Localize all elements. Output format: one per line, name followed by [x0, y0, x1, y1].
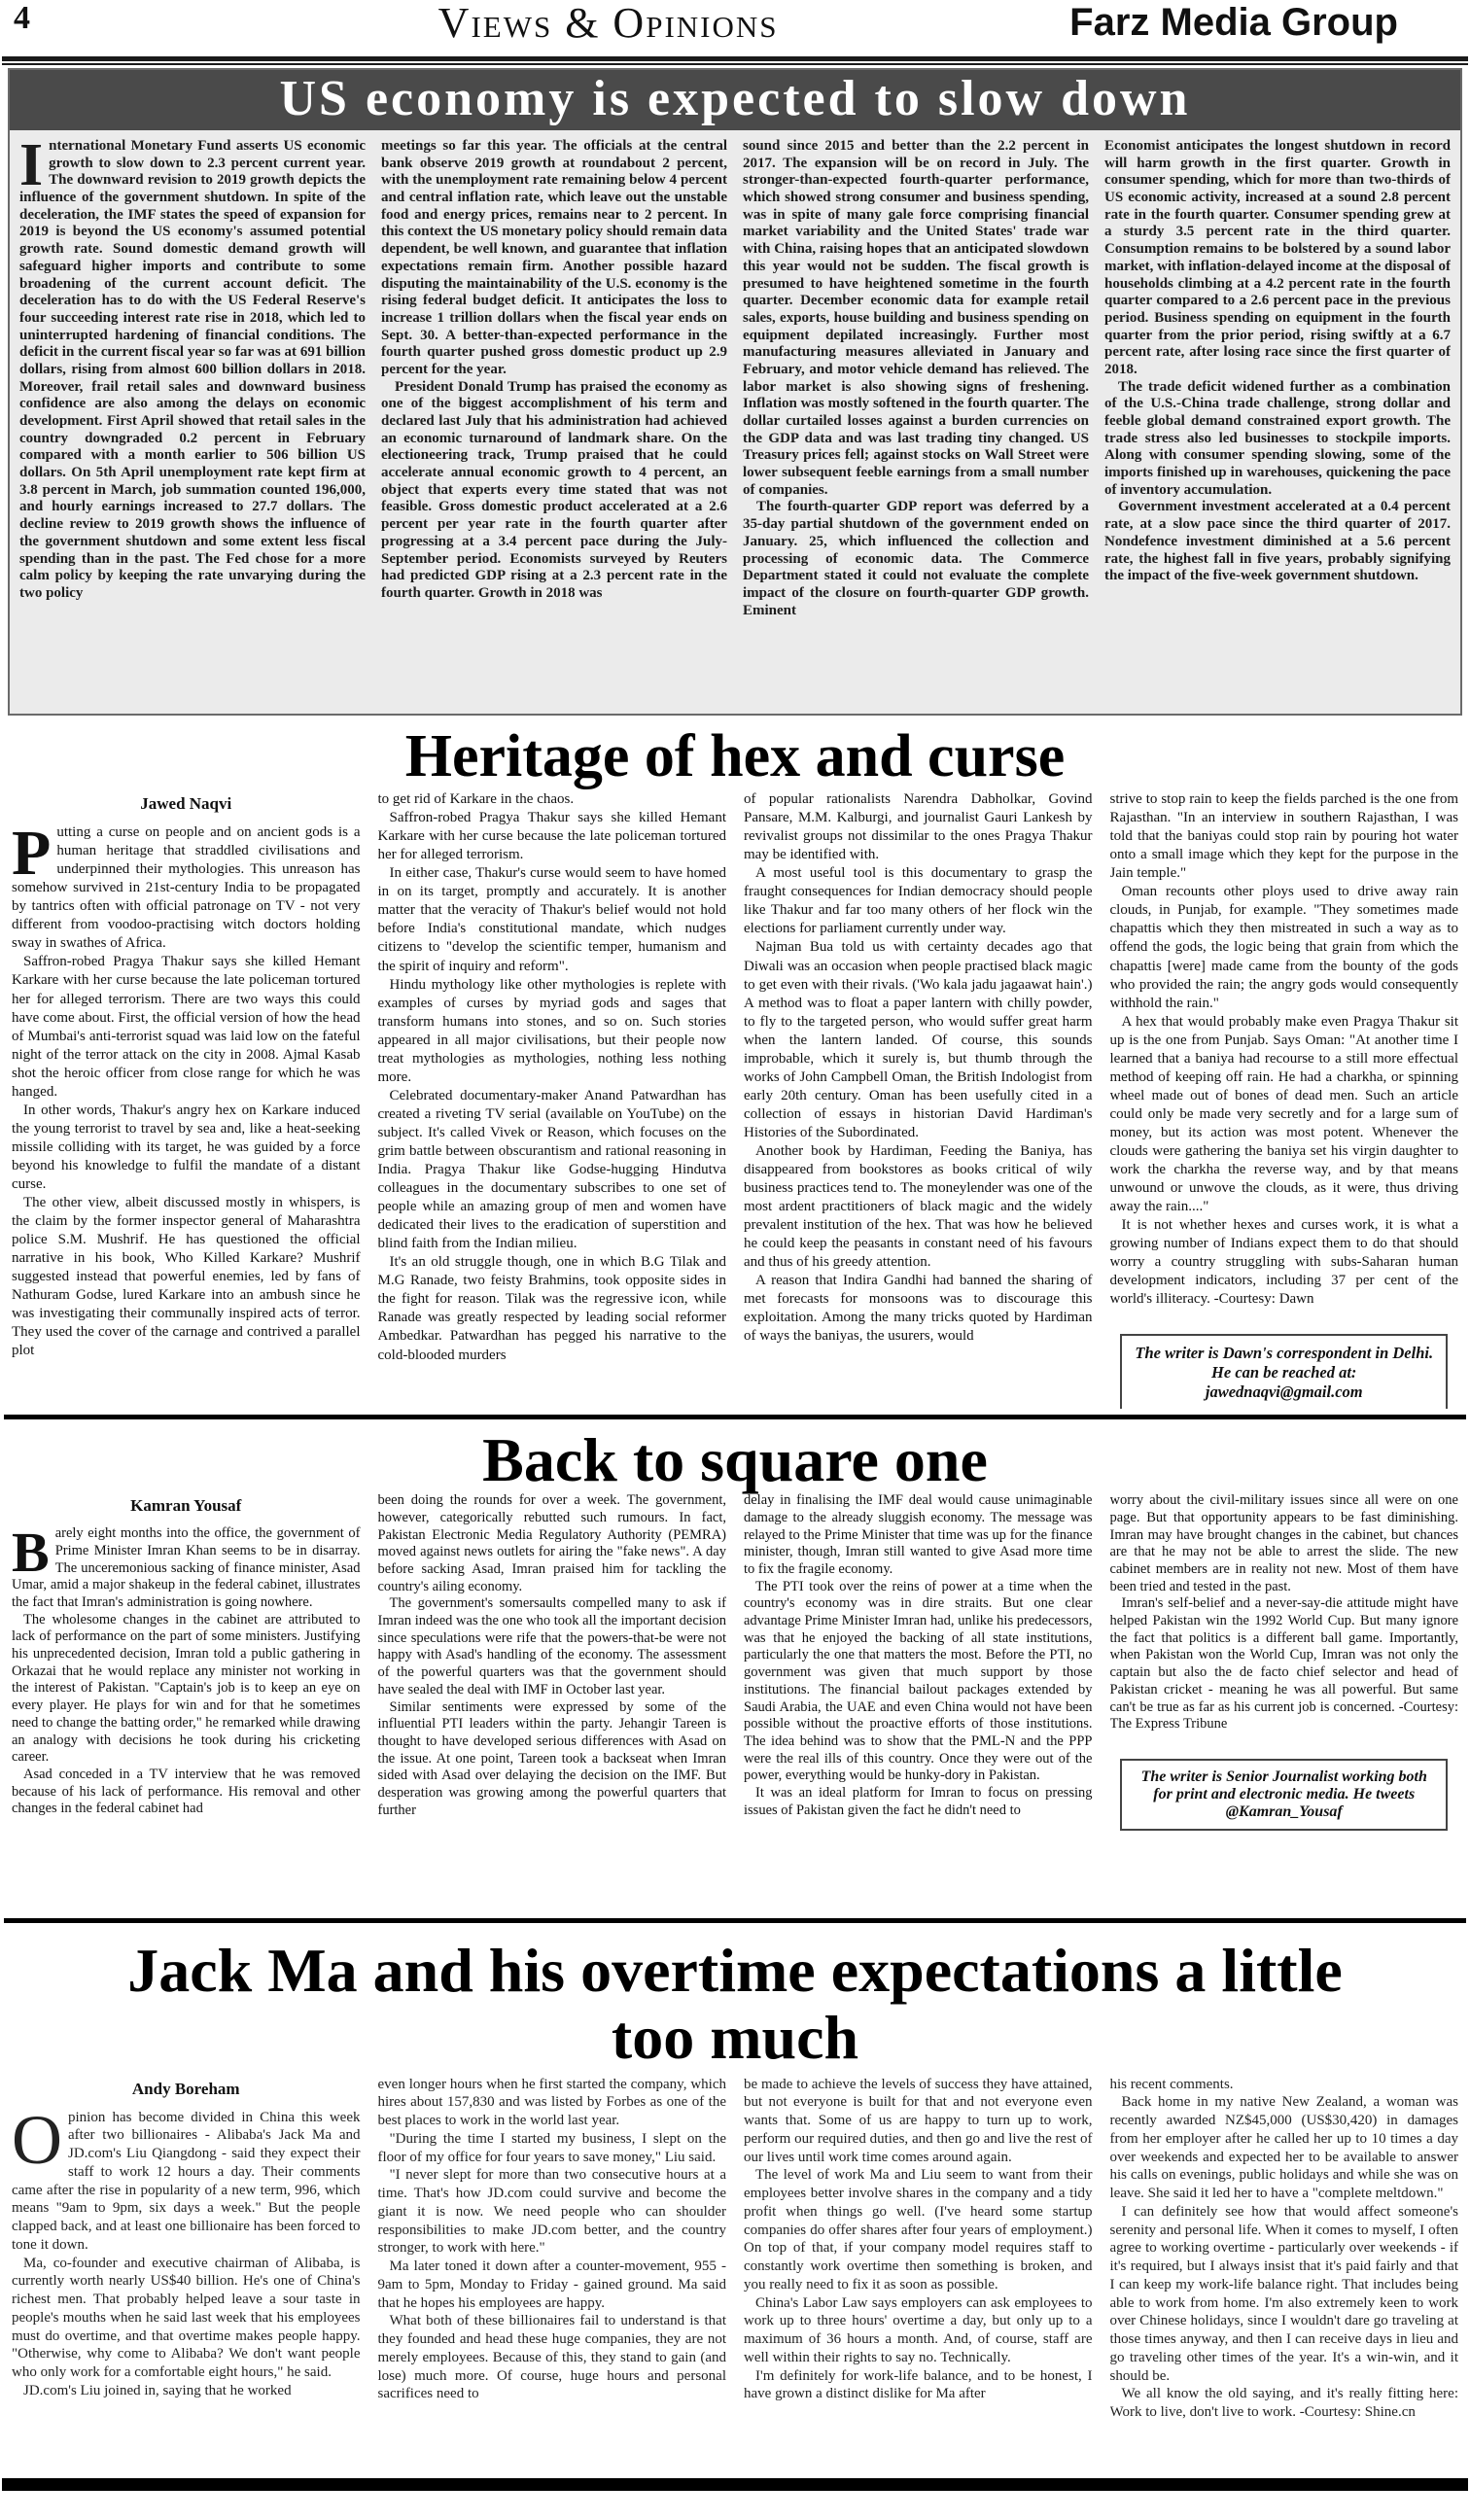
article-body: [0, 1492, 1470, 1912]
paragraph: Saffron-robed Pragya Thakur says she killed Hemant Karkare with her curse because the late policeman tortured her for alleged terrorism.: [377, 810, 726, 863]
author-box: The writer is Dawn's correspondent in Delhi. He can be reached at: jawednaqvi@gmail.com: [1120, 1334, 1448, 1409]
article-separator: [4, 1918, 1466, 1923]
column-4: [1110, 790, 1459, 1409]
column-1: [12, 790, 361, 1409]
paragraph: "I never slept for more than two consecutive hours at a time. That's how JD.com could survive and become the giant it is now. We need people who can shoulder responsibilities to make JD.com better, and the country stronger, to work with here.": [377, 2167, 726, 2257]
paragraph: I can definitely see how that would affect someone's serenity and personal life. When it comes to myself, I often agree to working overtime - particularly over weekends - if it's required, but I always insist that it's paid fairly and that I can keep my work-life balance right. That includes being able to work from home. I'm also extremely keen to work over Chinese holidays, since I wouldn't dare go traveling at those times anyway, and then I can receive days in lieu and go traveling other times of the year. It's a win-win, and it should be.: [1109, 2203, 1458, 2384]
paragraph: A hex that would probably make even Pragya Thakur sit up is the one from Punjab. Says Oman: "At another time I learned that a baniya had recourse to a still more effectual method of keeping off rain. He had a charkha, or spinning wheel made out of bones of dead men. Such an article could only be made very secretly and for a large sum of money, but its action was most potent. Whenever the clouds were gathering the baniya set his virgin daughter to work the charkha the reverse way, and by that means unwound or unwove the clouds, as it were, thus driving away the rain....": [1109, 1013, 1458, 1215]
column-3: [743, 138, 1089, 704]
column-2: [378, 2076, 727, 2468]
paragraph: In either case, Thakur's curse would seem to have homed in on its target, promptly and accurately. It is another matter that the veracity of Thakur's belief would not hold before India's constitutional mandate, which nudges citizens to "develop the scientific temper, humanism and the spirit of inquiry and reform".: [377, 865, 726, 974]
paragraph: Oman recounts other ploys used to drive away rain clouds, in Punjab, for example. "They sometimes made chapattis which they then mistreated in such a way as to offend the gods, the logic being that grain from which the chapattis [were] made came from the bounty of the gods who provided the rain; the angry gods would consequently withhold the rain.": [1109, 884, 1458, 1011]
article-headline: Back to square one: [482, 1425, 988, 1495]
paragraph: worry about the civil-military issues since all were on one page. But that opportunity appears to be fast diminishing. Imran may have brought changes in the cabinet, but chances are that he may not be able to arrest the slide. The new cabinet members are in reality not new. Most of them have been tried and tested in the past.: [1109, 1492, 1458, 1594]
paragraph: What both of these billionaires fail to understand is that they founded and head these huge companies, they are not merely employees. Because of this, they stand to gain (and lose) much more. Of course, huge hours and personal sacrifices need to: [377, 2313, 726, 2402]
article-body: [0, 790, 1470, 1409]
paragraph: strive to stop rain to keep the fields parched is the one from Rajasthan. "In an interview in southern Rajasthan, I was told that the baniyas could stop rain by pouring hot water onto a small image which they kept for the purpose in the Jain temple.": [1109, 791, 1458, 882]
page-footer-bar: [2, 2478, 1468, 2491]
paragraph: Imran's self-belief and a never-say-die attitude might have helped Pakistan win the 1992 World Cup. But many ignore the fact that politics is a different ball game. Importantly, when Pakistan won the World Cup, Imran was not only the captain but also the de facto chief selector and head of Pakistan cricket - meaning he was all powerful. But same can't be true as far as his current job is concerned. -Courtesy: The Express Tribune: [1109, 1595, 1458, 1732]
column-3: [744, 790, 1093, 1409]
article-headline: US economy is expected to slow down: [10, 70, 1460, 130]
article-body: [0, 2076, 1470, 2468]
column-3: [744, 1492, 1093, 1912]
paragraph: Saffron-robed Pragya Thakur says she killed Hemant Karkare with her curse because the late policeman tortured her for alleged terrorism. There are two ways this could have come about. First, the official version of how the head of Mumbai's anti-terrorist squad was laid low on the fateful night of the terror attack on the city in 2008. Ajmal Kasab shot the heroic officer from close range for which he was hanged.: [12, 954, 361, 1100]
article-jack-ma-overtime: [0, 1937, 1470, 2468]
author-byline: Andy Boreham: [131, 2079, 240, 2098]
paragraph: to get rid of Karkare in the chaos.: [377, 791, 575, 808]
column-2: [378, 1492, 727, 1912]
article-hex-and-curse: [0, 725, 1470, 1409]
author-box: The writer is Senior Journalist working both for print and electronic media. He tweets @Kamran_Yousaf: [1120, 1759, 1448, 1831]
paragraph: It was an ideal platform for Imran to focus on pressing issues of Pakistan given the fact he didn't need to: [744, 1784, 1093, 1818]
paragraph: Another book by Hardiman, Feeding the Baniya, has disappeared from bookstores as books critical of wily business practices tend to. The moneylender was one of the most ardent practitioners of black magic and the widely prevalent institution of the hex. That was how he believed he could keep the peasants in constant need of his favours and thus of his greedy attention.: [744, 1142, 1093, 1271]
paragraph: Celebrated documentary-maker Anand Patwardhan has created a riveting TV serial (available on YouTube) on the subject. It's called Vivek or Reason, which focuses on the grim battle between obscurantism and rational reasoning in India. Pragya Thakur like Godse-hugging Hindutva colleagues in the documentary subscribes to one set of people while an amazing group of men and women have dedicated their lives to the eradication of superstition and blind faith from the Indian milieu.: [377, 1087, 726, 1252]
paragraph: meetings so far this year. The officials at the central bank observe 2019 growth at roundabout 2 percent, with the unemployment rate remaining below 4 percent and central inflation rate, which leave out the unstable food and energy prices, remains near to 2 percent. In this context the US monetary policy should remain data dependent, be well known, and guarantee that inflation expectations remain firm. Another possible hazard disputing the maintainability of the U.S. economy is the rising federal budget deficit. It anticipates the loss to increase 1 trillion dollars when the fiscal year ends on Sept. 30. A better-than-expected performance in the fourth quarter pushed gross domestic product up 2.9 percent for the year.: [381, 138, 727, 377]
column-4: [1104, 138, 1451, 704]
author-byline: Kamran Yousaf: [130, 1496, 242, 1516]
paragraph: Putting a curse on people and on ancient gods is a human heritage that straddled civilisations and underpinned their mythologies. This unreason has somehow survived in 21st-century India to be propagated by tantrics often with official patronage on TV - not very different from voodoo-practising witch doctors holding sway in swathes of Africa.: [12, 818, 361, 952]
paragraph: In other words, Thakur's angry hex on Karkare induced the young terrorist to travel by sea and, like a heat-seeking missile colliding with its target, he was guided by a force beyond his knowledge to fulfil the mandate of a distant curse.: [12, 1102, 361, 1192]
article-headline: Heritage of hex and curse: [404, 723, 1066, 789]
paragraph: delay in finalising the IMF deal would cause unimaginable damage to the already sluggish economy. The message was relayed to the Prime Minister that time was up for the finance minister, though, Imran still wanted to give Asad more time to fix the fragile economy.: [744, 1492, 1093, 1578]
paragraph: his recent comments.: [1109, 2076, 1234, 2092]
header-rule: [2, 56, 1468, 65]
brand-title: Farz Media Group: [1069, 1, 1398, 44]
paragraph: sound since 2015 and better than the 2.2 percent in 2017. The expansion will be on record in July. The stronger-than-expected fourth-quarter performance, which showed strong consumer and business spending, was in spite of many gale force comprising financial market variability and the United States' trade war with China, raising hopes that an anticipated slowdown this year would not be sudden. The fiscal growth is presumed to have heightened sometime in the fourth quarter. December economic data for example retail sales, exports, house building and business spending on equipment depilated increasingly. Further most manufacturing measures alleviated in January and February, and motor vehicle demand has relieved. The labor market is also showing signs of freshening. Inflation was mostly softened in the fourth quarter. The dollar curtailed losses against a burden currencies on the GDP data and was last trading tiny changed. US Treasury prices fell; against stocks on Wall Street were lower subsequent feeble earnings from a small number of companies.: [743, 138, 1089, 498]
paragraph: The trade deficit widened further as a combination of the U.S.-China trade challenge, strong dollar and feeble global demand constrained export growth. The trade stress also led businesses to stockpile imports. Along with consumer spending slowing, some of the imports finished up in warehouses, quickening the pace of inventory accumulation.: [1104, 378, 1451, 498]
paragraph: Asad conceded in a TV interview that he was removed because of his lack of performance. His removal and other changes in the federal cabinet had: [12, 1766, 361, 1817]
column-3: [744, 2076, 1093, 2468]
paragraph: Ma later toned it down after a counter-movement, 955 - 9am to 5pm, Monday to Friday - gained ground. Ma said that he hopes his employees are happy.: [377, 2258, 726, 2311]
column-2: [378, 790, 727, 1409]
paragraph: International Monetary Fund asserts US economic growth to slow down to 2.3 percent current year. The downward revision to 2019 growth depicts the influence of the government shutdown. In spite of the deceleration, the IMF states the speed of expansion for 2019 is beyond the US economy's assumed potential growth rate. Sound domestic demand growth will safeguard higher imports and contribute to some broadening of the current account deficit. The deceleration has to do with the US Federal Reserve's four succeeding interest rate rise in 2018, which led to uninterrupted hardening of financial conditions. The deficit in the current fiscal year so far was at 691 billion dollars, rising from almost 600 billion dollars in 2018. Moreover, frail retail sales and downward business confidence are also among the delays on economic development. First April showed that retail sales in the country downgraded 0.2 percent in February compared with a month earlier to 506 billion US dollars. On 5th April unemployment rate kept firm at 3.8 percent in March, job summation counted 196,000, and hourly earnings increased to 27.7 dollars. The decline review to 2019 growth shows the influence of the government shutdown and some extent less fiscal spending than in the past. The Fed chose for a more calm policy by keeping the rate unvarying during the two policy: [19, 138, 366, 601]
column-4: [1110, 2076, 1459, 2468]
paragraph: Ma, co-founder and executive chairman of Alibaba, is currently worth nearly US$40 billion. He's one of China's richest men. That probably helped leave a sour taste in people's mouths when he said last week that his employees must do overtime, and that overtime makes people happy. "Otherwise, why come to Alibaba? We don't want people who only work for a comfortable eight hours," he said.: [12, 2255, 361, 2380]
article-us-economy: [8, 68, 1462, 716]
paragraph: Government investment accelerated at a 0.4 percent rate, at a slow pace since the third quarter of 2017. Nondefence investment diminished at a 5.6 percent rate, the highest fall in five years, probably signifying the impact of the five-week government shutdown.: [1104, 499, 1451, 584]
column-4: [1110, 1492, 1459, 1912]
paragraph: be made to achieve the levels of success they have attained, but not everyone is built for that and not everyone even wants that. Some of us are happy to turn up to work, perform our required duties, and then go and live the rest of our lives until work time comes around again.: [744, 2076, 1093, 2165]
paragraph: Najman Bua told us with certainty decades ago that Diwali was an occasion when people practised black magic to get even with their rivals. ('Wo kala jadu jagaawat hain'.) A method was to float a paper lantern with chilly powder, to fly to the targeted person, who would suffer great harm when the lantern landed. Of course, this sounds improbable, which it surely is, but thumb through the works of John Campbell Oman, the British Indologist from early 20th century. Oman has been usefully cited in a collection of essays in historian David Hardiman's Histories of the Subordinated.: [744, 939, 1093, 1140]
paragraph: China's Labor Law says employers can ask employees to work up to three hours' overtime a day, but only up to a maximum of 36 hours a month. And, of course, staff are well within their rights to say no. Technically.: [744, 2294, 1093, 2365]
paragraph: A reason that Indira Gandhi had banned the sharing of met forecasts for monsoons was to discourage this exploitation. Among the many tricks quoted by Hardiman of ways the baniyas, the usurers, would: [744, 1273, 1093, 1345]
paragraph: Economist anticipates the longest shutdown in record will harm growth in the first quarter. Growth in consumer spending, which for more than two-thirds of US economic activity, increased at a sound 2.8 percent rate in the fourth quarter. Consumer spending grew at a sturdy 3.5 percent rate in the third quarter. Consumption remains to be bolstered by a sound labor market, with inflation-delayed income at the disposal of households climbing at a 4.2 percent rate in the fourth quarter compared to a 2.6 percent pace in the previous period. Business spending on equipment in the fourth quarter from the prior period, rising swiftly at a 6.7 percent rate, after losing race since the first quarter of 2018.: [1104, 138, 1451, 377]
paragraph: The government's somersaults compelled many to ask if Imran indeed was the one who took all the important decision since speculations were rife that the powers-that-be were not happy with Asad's handling of the economy. The assessment of the powerful quarters was that the government should have sealed the deal with IMF in October last year.: [377, 1595, 726, 1698]
page-header: [0, 0, 1470, 56]
paragraph: "During the time I started my business, I slept on the floor of my office for four years to save money," Liu said.: [377, 2130, 726, 2165]
paragraph: Similar sentiments were expressed by some of the influential PTI leaders within the party. Jehangir Tareen is thought to have developed serious differences with Asad on the issue. At one point, Tareen took a backseat when Imran sided with Asad over delaying the decision on the IMF. But desperation was growing among the powerful quarters that further: [377, 1698, 726, 1818]
column-2: [381, 138, 727, 704]
paragraph: The other view, albeit discussed mostly in whispers, is the claim by the former inspector general of Maharashtra police S.M. Mushrif. He has questioned the official narrative in his book, Who Killed Karkare? Mushrif suggested instead that powerful enemies, led by fans of Nathuram Godse, lured Karkare into an ambush since he was investigating their communally inspired acts of terror. They used the cover of the carnage and contrived a parallel plot: [12, 1195, 361, 1359]
section-title: Views & Opinions: [438, 0, 779, 47]
paragraph: It is not whether hexes and curses work, it is what a growing number of Indians expect them to do that should worry a country struggling with subs-Saharan human development indicators, including 37 per cent of the world's illiteracy. -Courtesy: Dawn: [1109, 1217, 1458, 1308]
paragraph: I'm definitely for work-life balance, and to be honest, I have grown a distinct dislike for Ma after: [744, 2367, 1093, 2402]
paragraph: President Donald Trump has praised the economy as one of the biggest accomplishment of his term and declared last July that his administration had achieved an economic turnaround of landmark share. On the electioneering track, Trump praised that he could accelerate annual economic growth to 4 percent, an object that experts every time stated that was not feasible. Gross domestic product accelerated at a 2.6 percent per year rate in the fourth quarter after progressing at a 3.4 percent pace during the July-September period. Economists surveyed by Reuters had predicted GDP rising at a 2.3 percent rate in the fourth quarter. Growth in 2018 was: [381, 378, 727, 601]
paragraph: Opinion has become divided in China this week after two billionaires - Alibaba's Jack Ma and JD.com's Liu Qiangdong - said they expect their staff to work 12 hours a day. Their comments came after the rise in popularity of a new term, 996, which means "9am to 9pm, six days a week." But the people clapped back, and at least one billionaire has been forced to tone it down.: [12, 2100, 361, 2253]
paragraph: The PTI took over the reins of power at a time when the country's economy was in dire straits. But one clear advantage Prime Minister Imran had, unlike his predecessors, was that he enjoyed the backing of all state institutions, particularly the one that matters the most. Before the PTI, no government was given that much support by those institutions. The financial bailout packages extended by Saudi Arabia, the UAE and even China would not have been possible without the proactive efforts of those institutions. The idea behind was to show that the PML-N and the PPP were the real ills of this country. Once they were out of the power, everything would be hunky-dory in Pakistan.: [744, 1578, 1093, 1784]
paragraph: We all know the old saying, and it's really fitting here: Work to live, don't live to work. -Courtesy: Shine.cn: [1109, 2386, 1458, 2420]
paragraph: even longer hours when he first started the company, which hires about 157,830 and was listed by Forbes as one of the best places to work in the world last year.: [377, 2076, 726, 2128]
article-separator: [4, 1415, 1466, 1419]
article-back-to-square-one: [0, 1427, 1470, 1912]
column-1: [12, 2076, 361, 2468]
paragraph: The wholesome changes in the cabinet are attributed to lack of performance on the part of some ministers. Justifying his unprecedented decision, Imran told a public gathering in Orkazai that he would replace any minister not working in the interest of Pakistan. "Captain's job is to keep an eye on every player. He plays for win and for that he sometimes need to change the batting order," he remarked while drawing an analogy with decisions he took during his cricketing career.: [12, 1611, 361, 1766]
paragraph: The level of work Ma and Liu seem to want from their employees better involve shares in the company and a tidy profit when things go well. (I've heard some startup companies do offer shares after four years of employment.) On top of that, if your company model requires staff to constantly work overtime then something is broken, and you really need to fix it as soon as possible.: [744, 2167, 1093, 2292]
paragraph: A most useful tool is this documentary to grasp the fraught consequences for Indian democracy should people like Thakur and far too many others of her flock win the elections for parliament currently under way.: [744, 865, 1093, 937]
paragraph: Barely eight months into the office, the government of Prime Minister Imran Khan seems to be in disarray. The unceremonious sacking of finance minister, Asad Umar, amid a major shakeup in the federal cabinet, illustrates the fact that Imran's administration is going nowhere.: [12, 1521, 361, 1611]
paragraph: of popular rationalists Narendra Dabholkar, Govind Pansare, M.M. Kalburgi, and journalist Gauri Lankesh by revivalist groups not dissimilar to the ones Pragya Thakur may be identified with.: [744, 791, 1093, 863]
paragraph: been doing the rounds for over a week. The government, however, categorically rebutted such rumours. In fact, Pakistan Electronic Media Regulatory Authority (PEMRA) moved against news outlets for airing the "fake news". A day before sacking Asad, Imran praised him for tackling the country's ailing economy.: [377, 1492, 726, 1594]
column-1: [19, 138, 366, 704]
paragraph: It's an old struggle though, one in which B.G Tilak and M.G Ranade, two feisty Brahmins, took opposite sides in the fight for reason. Tilak was the regressive icon, while Ranade was greatly respected by leading social reformer Ambedkar. Patwardhan has pegged his narrative to the cold-blooded murders: [377, 1254, 726, 1363]
paragraph: Back home in my native New Zealand, a woman was recently awarded NZ$45,000 (US$30,420) in damages from her employer after he called her up to 10 times a day over weekends and expected her to be available to answer his calls on evenings, public holidays and while she was on leave. She said it led her to have a "complete meltdown.": [1109, 2094, 1458, 2201]
article-body: [10, 130, 1460, 714]
paragraph: Hindu mythology like other mythologies is replete with examples of curses by myriad gods and sages that transform humans into stones, and so on. Such stories appeared in all major civilisations, but their people now treat mythologies as mythologies, nothing less nothing more.: [377, 976, 726, 1085]
paragraph: The fourth-quarter GDP report was deferred by a 35-day partial shutdown of the government ended on January. 25, which influenced the collection and processing of economic data. The Commerce Department stated it could not evaluate the complete impact of the closure on fourth-quarter GDP growth. Eminent: [743, 499, 1089, 618]
column-1: [12, 1492, 361, 1912]
article-headline: Jack Ma and his overtime expectations a little too much: [127, 1936, 1343, 2073]
page-number: 4: [14, 0, 30, 36]
author-byline: Jawed Naqvi: [140, 794, 232, 814]
paragraph: JD.com's Liu joined in, saying that he worked: [23, 2382, 292, 2398]
